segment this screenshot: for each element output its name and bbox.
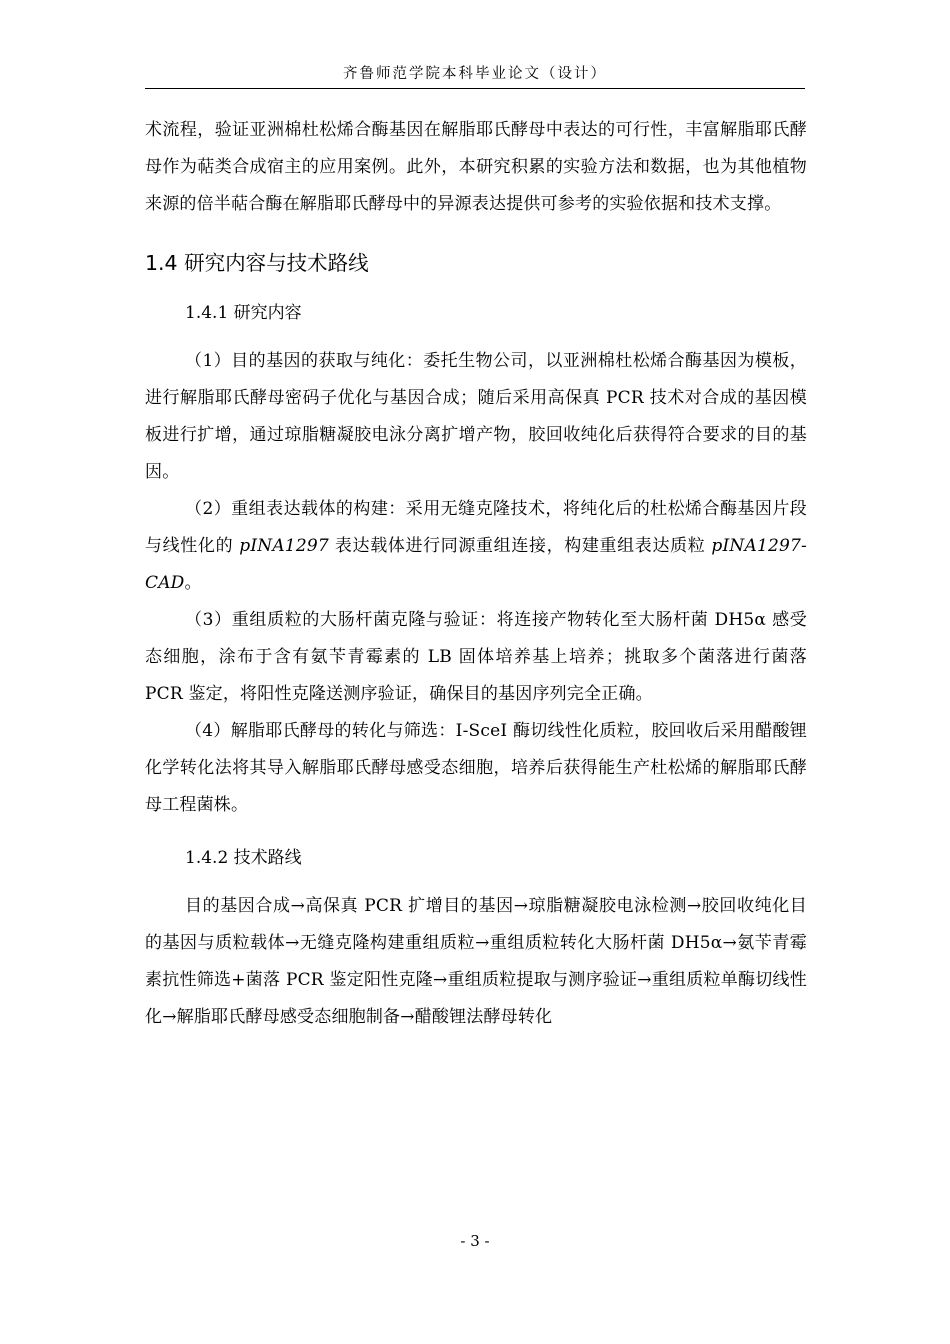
subsection-heading-1-4-2: 1.4.2 技术路线 <box>185 848 302 868</box>
research-item-2-text-c: 。 <box>184 573 202 593</box>
research-item-1: （1）目的基因的获取与纯化：委托生物公司，以亚洲棉杜松烯合酶基因为模板，进行解脂耶氏酵母密码子优化与基因合成；随后采用高保真 PCR 技术对合成的基因模板进行扩增，通过琼脂糖凝胶电泳分离扩增产物，胶回收纯化后获得符合要求的目的基因。 <box>145 351 807 482</box>
header-title: 齐鲁师范学院本科毕业论文（设计） <box>343 66 607 82</box>
research-item-2-text-b: 表达载体进行同源重组连接，构建重组表达质粒 <box>328 536 712 556</box>
research-item-3: （3）重组质粒的大肠杆菌克隆与验证：将连接产物转化至大肠杆菌 DH5α 感受态细胞，涂布于含有氨苄青霉素的 LB 固体培养基上培养；挑取多个菌落进行菌落 PCR 鉴定，将阳性克隆送测序验证，确保目的基因序列完全正确。 <box>145 610 807 704</box>
page-header <box>145 60 805 89</box>
plasmid-name: pINA1297-CAD <box>145 536 807 593</box>
research-item-4: （4）解脂耶氏酵母的转化与筛选：I-SceI 酶切线性化质粒，胶回收后采用醋酸锂化学转化法将其导入解脂耶氏酵母感受态细胞，培养后获得能生产杜松烯的解脂耶氏酵母工程菌株。 <box>145 721 807 815</box>
technical-route-paragraph: 目的基因合成→高保真 PCR 扩增目的基因→琼脂糖凝胶电泳检测→胶回收纯化目的基因与质粒载体→无缝克隆构建重组质粒→重组质粒转化大肠杆菌 DH5α→氨苄青霉素抗性筛选+菌落 PCR 鉴定阳性克隆→重组质粒提取与测序验证→重组质粒单酶切线性化→解脂耶氏酵母感受态细胞制备→醋酸锂法酵母转化 <box>145 896 807 1027</box>
page-body <box>145 112 807 1036</box>
subsection-heading-1-4-1: 1.4.1 研究内容 <box>185 303 302 323</box>
intro-paragraph: 术流程，验证亚洲棉杜松烯合酶基因在解脂耶氏酵母中表达的可行性，丰富解脂耶氏酵母作为萜类合成宿主的应用案例。此外，本研究积累的实验方法和数据，也为其他植物来源的倍半萜合酶在解脂耶氏酵母中的异源表达提供可参考的实验依据和技术支撑。 <box>145 120 807 214</box>
research-item-2-text-a: （2）重组表达载体的构建：采用无缝克隆技术，将纯化后的杜松烯合酶基因片段与线性化的 <box>145 499 807 556</box>
section-heading-1-4: 1.4 研究内容与技术路线 <box>145 251 369 275</box>
vector-name: pINA1297 <box>239 536 329 556</box>
page-number: - 3 - <box>460 1232 490 1250</box>
research-item-2 <box>145 491 807 602</box>
